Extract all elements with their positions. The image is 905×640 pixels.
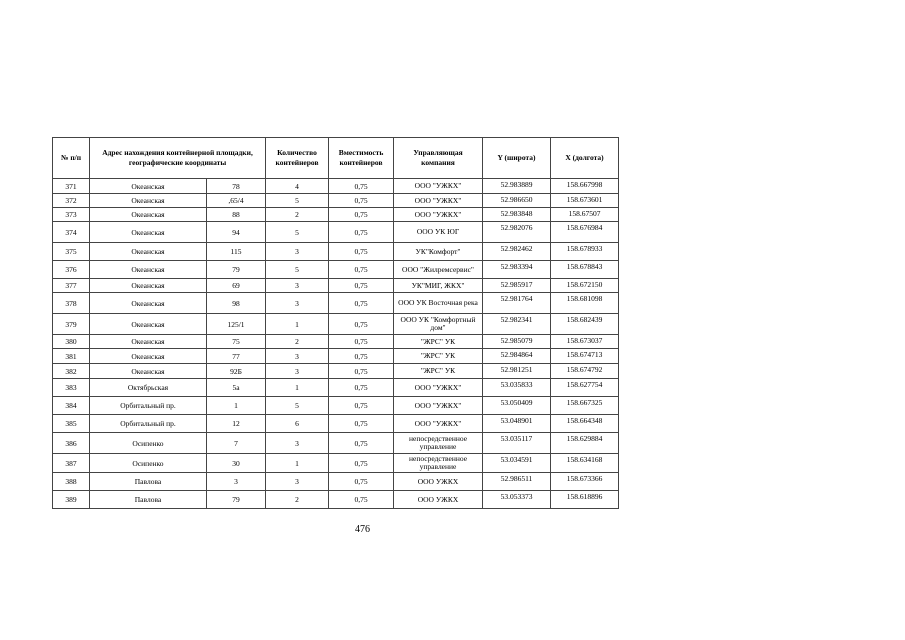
container-count: 4 [266,179,329,194]
container-capacity: 0,75 [329,243,394,261]
container-capacity: 0,75 [329,335,394,349]
management-company: ООО УЖКХ [394,473,483,491]
longitude: 158.678933 [551,243,619,261]
container-count: 3 [266,364,329,379]
longitude: 158.673037 [551,335,619,349]
street-name: Орбитальный пр. [90,415,207,433]
header-y: Y (широта) [483,138,551,179]
management-company: ООО УЖКХ [394,491,483,509]
container-capacity: 0,75 [329,208,394,222]
header-capacity: Вместимость контейнеров [329,138,394,179]
page-number: 476 [355,524,370,535]
table-row [53,261,619,279]
row-number: 388 [53,473,90,491]
row-number: 377 [53,279,90,293]
house-number: 79 [207,491,266,509]
table-body [53,179,619,509]
street-name: Океанская [90,194,207,208]
management-company: непосредственное управление [394,433,483,454]
street-name: Океанская [90,208,207,222]
longitude: 158.664348 [551,415,619,433]
latitude: 53.048901 [483,415,551,433]
street-name: Павлова [90,473,207,491]
table-row [53,454,619,473]
table-row [53,364,619,379]
longitude: 158.674792 [551,364,619,379]
house-number: 3 [207,473,266,491]
management-company: УК"МИГ, ЖКХ" [394,279,483,293]
street-name: Океанская [90,179,207,194]
latitude: 52.982076 [483,222,551,243]
header-num: № п/п [53,138,90,179]
longitude: 158.674713 [551,349,619,364]
row-number: 371 [53,179,90,194]
house-number: 94 [207,222,266,243]
container-capacity: 0,75 [329,279,394,293]
header-row [53,138,619,179]
house-number: 98 [207,293,266,314]
latitude: 52.982341 [483,314,551,335]
longitude: 158.618896 [551,491,619,509]
longitude: 158.627754 [551,379,619,397]
container-capacity: 0,75 [329,379,394,397]
row-number: 383 [53,379,90,397]
street-name: Океанская [90,364,207,379]
latitude: 52.984864 [483,349,551,364]
latitude: 52.983848 [483,208,551,222]
latitude: 53.034591 [483,454,551,473]
latitude: 52.983889 [483,179,551,194]
management-company: ООО "УЖКХ" [394,179,483,194]
management-company: "ЖРС" УК [394,335,483,349]
table-row [53,179,619,194]
longitude: 158.678843 [551,261,619,279]
row-number: 389 [53,491,90,509]
longitude: 158.676984 [551,222,619,243]
house-number: 12 [207,415,266,433]
house-number: 30 [207,454,266,473]
header-company: Управляющая компания [394,138,483,179]
container-count: 1 [266,314,329,335]
row-number: 386 [53,433,90,454]
container-capacity: 0,75 [329,473,394,491]
longitude: 158.67507 [551,208,619,222]
latitude: 52.983394 [483,261,551,279]
house-number: 79 [207,261,266,279]
street-name: Океанская [90,279,207,293]
management-company: УК"Комфорт" [394,243,483,261]
table-row [53,279,619,293]
house-number: 5а [207,379,266,397]
row-number: 376 [53,261,90,279]
house-number: 88 [207,208,266,222]
container-capacity: 0,75 [329,491,394,509]
row-number: 381 [53,349,90,364]
latitude: 52.982462 [483,243,551,261]
table-row [53,473,619,491]
table-row [53,335,619,349]
latitude: 52.985079 [483,335,551,349]
container-capacity: 0,75 [329,222,394,243]
container-capacity: 0,75 [329,454,394,473]
row-number: 385 [53,415,90,433]
table-row [53,349,619,364]
row-number: 375 [53,243,90,261]
container-count: 1 [266,379,329,397]
longitude: 158.672150 [551,279,619,293]
container-count: 3 [266,279,329,293]
container-count: 2 [266,335,329,349]
container-count: 5 [266,397,329,415]
container-capacity: 0,75 [329,433,394,454]
container-capacity: 0,75 [329,293,394,314]
latitude: 53.050409 [483,397,551,415]
table-row [53,433,619,454]
street-name: Океанская [90,293,207,314]
containers-table [52,137,619,509]
latitude: 52.981764 [483,293,551,314]
management-company: непосредственное управление [394,454,483,473]
container-count: 3 [266,349,329,364]
latitude: 53.035833 [483,379,551,397]
house-number: 125/1 [207,314,266,335]
container-capacity: 0,75 [329,397,394,415]
house-number: 115 [207,243,266,261]
table-row [53,222,619,243]
table-row [53,243,619,261]
header-x: X (долгота) [551,138,619,179]
header-count: Количество контейнеров [266,138,329,179]
row-number: 379 [53,314,90,335]
street-name: Океанская [90,335,207,349]
management-company: ООО "УЖКХ" [394,415,483,433]
container-count: 2 [266,208,329,222]
row-number: 380 [53,335,90,349]
longitude: 158.634168 [551,454,619,473]
table-row [53,194,619,208]
container-count: 3 [266,243,329,261]
table-row [53,379,619,397]
latitude: 52.986511 [483,473,551,491]
management-company: ООО "УЖКХ" [394,194,483,208]
street-name: Октябрьская [90,379,207,397]
management-company: ООО "УЖКХ" [394,208,483,222]
table-row [53,293,619,314]
street-name: Океанская [90,349,207,364]
table-row [53,415,619,433]
street-name: Океанская [90,261,207,279]
street-name: Океанская [90,222,207,243]
container-count: 5 [266,261,329,279]
table-row [53,208,619,222]
longitude: 158.667325 [551,397,619,415]
street-name: Осипенко [90,433,207,454]
container-capacity: 0,75 [329,179,394,194]
latitude: 52.981251 [483,364,551,379]
container-capacity: 0,75 [329,415,394,433]
management-company: "ЖРС" УК [394,349,483,364]
street-name: Океанская [90,243,207,261]
latitude: 53.053373 [483,491,551,509]
container-capacity: 0,75 [329,261,394,279]
row-number: 373 [53,208,90,222]
header-address: Адрес нахождения контейнерной площадки, географические координаты [90,138,266,179]
container-capacity: 0,75 [329,314,394,335]
container-count: 5 [266,194,329,208]
house-number: 77 [207,349,266,364]
table-row [53,314,619,335]
container-capacity: 0,75 [329,349,394,364]
street-name: Осипенко [90,454,207,473]
container-capacity: 0,75 [329,194,394,208]
house-number: 7 [207,433,266,454]
table-row [53,397,619,415]
container-count: 1 [266,454,329,473]
house-number: 92Б [207,364,266,379]
container-count: 6 [266,415,329,433]
table-row [53,491,619,509]
street-name: Океанская [90,314,207,335]
street-name: Павлова [90,491,207,509]
house-number: 78 [207,179,266,194]
container-count: 5 [266,222,329,243]
latitude: 52.986650 [483,194,551,208]
container-count: 2 [266,491,329,509]
container-count: 3 [266,433,329,454]
house-number: ,65/4 [207,194,266,208]
house-number: 75 [207,335,266,349]
management-company: ООО УК Восточная река [394,293,483,314]
container-capacity: 0,75 [329,364,394,379]
container-count: 3 [266,473,329,491]
longitude: 158.667998 [551,179,619,194]
management-company: "ЖРС" УК [394,364,483,379]
row-number: 382 [53,364,90,379]
management-company: ООО УК ЮГ [394,222,483,243]
house-number: 69 [207,279,266,293]
row-number: 378 [53,293,90,314]
longitude: 158.681098 [551,293,619,314]
management-company: ООО "УЖКХ" [394,379,483,397]
row-number: 372 [53,194,90,208]
longitude: 158.682439 [551,314,619,335]
latitude: 52.985917 [483,279,551,293]
street-name: Орбитальный пр. [90,397,207,415]
container-count: 3 [266,293,329,314]
latitude: 53.035117 [483,433,551,454]
management-company: ООО "Жилремсервис" [394,261,483,279]
management-company: ООО "УЖКХ" [394,397,483,415]
management-company: ООО УК "Комфортный дом" [394,314,483,335]
row-number: 384 [53,397,90,415]
row-number: 374 [53,222,90,243]
longitude: 158.629884 [551,433,619,454]
house-number: 1 [207,397,266,415]
longitude: 158.673601 [551,194,619,208]
longitude: 158.673366 [551,473,619,491]
row-number: 387 [53,454,90,473]
